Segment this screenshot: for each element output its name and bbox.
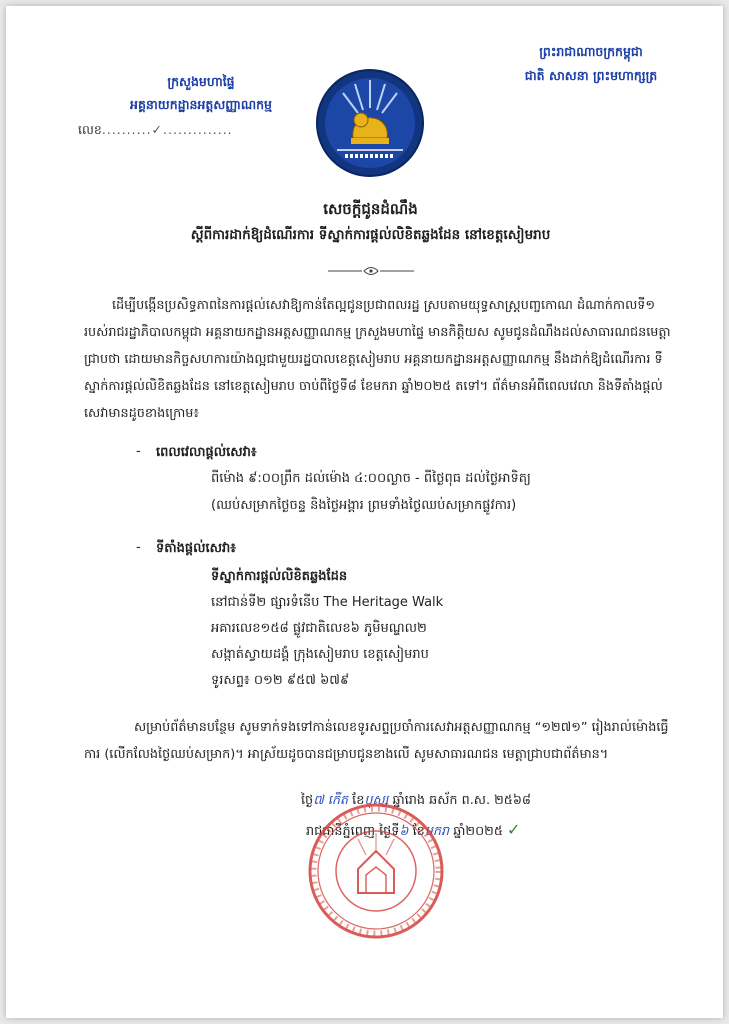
closing-paragraph: សម្រាប់ព័ត៌មានបន្ថែម សូមទាក់ទងទៅកាន់លេខទូរសព្ទប្រចាំការសេវាអត្តសញ្ញាណកម្ម “១២៧១” រៀងរាល់ម៉ោងធ្វើការ (លើកលែងថ្ងៃឈប់សម្រាក)។ អាស្រ័យដូចបានជម្រាបជូនខាងលើ សូមសាធារណជន មេត្តាជ្រាបជាព័ត៌មាន។ — [84, 720, 669, 762]
year: ឆ្នាំ២០២៥ — [453, 824, 503, 839]
lunar-month-prefix: ខែ — [352, 793, 365, 808]
lunar-month-handwritten: បុស្ស — [364, 793, 389, 808]
bullet-service-time: - — [136, 444, 141, 459]
kingdom-name: ព្រះរាជាណាចក្រកម្ពុជា — [539, 44, 643, 59]
lunar-prefix: ថ្ងៃ — [301, 793, 314, 808]
ministry-header — [101, 70, 301, 116]
service-time-closed-days: (ឈប់សម្រាកថ្ងៃចន្ទ និងថ្ងៃអង្គារ ព្រមទាំងថ្ងៃឈប់សម្រាកផ្លូវការ) — [211, 498, 517, 513]
month-prefix: ខែ — [412, 824, 425, 839]
bullet-service-location: - — [136, 540, 141, 555]
ministry-name: ក្រសួងមហាផ្ទៃ — [167, 74, 235, 89]
lunar-year: ឆ្នាំរោង ឆស័ក ព.ស. ២៥៦៨ — [392, 793, 531, 808]
lunar-day-handwritten: ៧ កើត — [313, 793, 349, 808]
location-floor: នៅជាន់ទី២ ផ្សារទំនើប The Heritage Walk — [211, 595, 444, 610]
day-handwritten: ៦ — [399, 824, 409, 839]
national-motto: ជាតិ សាសនា ព្រះមហាក្សត្រ — [524, 68, 658, 83]
location-phone: ទូរសព្ទ៖ ០១២ ៩៥៧ ៦៧៩ — [211, 673, 350, 688]
service-location-label: ទីតាំងផ្តល់សេវា៖ — [156, 541, 236, 556]
document-page — [6, 6, 723, 1018]
service-time-label: ពេលវេលាផ្តល់សេវា៖ — [156, 445, 257, 460]
ref-dots: ..........✓.............. — [101, 122, 233, 137]
location-building: អគារលេខ១៥៨ ផ្លូវជាតិលេខ៦ ភូមិមណ្ឌល២ — [211, 621, 427, 636]
tick-mark-icon: ✓ — [506, 820, 521, 839]
ref-label: លេខ — [78, 122, 102, 137]
city-date-prefix: រាជធានីភ្នំពេញ ថ្ងៃទី — [306, 824, 400, 839]
department-name: អគ្គនាយកដ្ឋានអត្តសញ្ញាណកម្ម — [130, 97, 272, 112]
body-paragraph: ដើម្បីបង្កើនប្រសិទ្ធភាពនៃការផ្តល់សេវាឱ្យកាន់តែល្អជូនប្រជាពលរដ្ឋ ស្របតាមយុទ្ធសាស្ត្របញ្ចកោណ ដំណាក់កាលទី១ របស់រាជរដ្ឋាភិបាលកម្ពុជា អគ្គនាយកដ្ឋានអត្តសញ្ញាណកម្ម ក្រសួងមហាផ្ទៃ មានកិត្តិយស សូមជូនដំណឹងដល់សាធារណជនមេត្តាជ្រាបថា ដោយមានកិច្ចសហការយ៉ាងល្អជាមួយរដ្ឋបាលខេត្តសៀមរាប អគ្គនាយកដ្ឋានអត្តសញ្ញាណកម្ម នឹងដាក់ឱ្យដំណើរការ ទីស្នាក់ការផ្តល់លិខិតឆ្លងដែន នៅខេត្តសៀមរាប ចាប់ពីថ្ងៃទី៨ ខែមករា ឆ្នាំ២០២៥ តទៅ។ ព័ត៌មានអំពីពេលវេលា និងទីតាំងផ្តល់សេវាមានដូចខាងក្រោម៖ — [84, 298, 671, 421]
reference-number-line — [78, 122, 233, 141]
location-district: សង្កាត់ស្វាយដង្គំ ក្រុងសៀមរាប ខេត្តសៀមរាប — [211, 647, 429, 662]
kingdom-header — [476, 40, 706, 88]
notice-subject: ស្តីពីការដាក់ឱ្យដំណើរការ ទីស្នាក់ការផ្តល់លិខិតឆ្លងដែន នៅខេត្តសៀមរាប — [190, 227, 551, 243]
month-handwritten: មករា — [424, 824, 450, 839]
location-office-name: ទីស្នាក់ការផ្តល់លិខិតឆ្លងដែន — [211, 569, 348, 584]
notice-title: សេចក្តីជូនដំណឹង — [323, 200, 418, 218]
service-time-hours: ពីម៉ោង ៩:០០ព្រឹក ដល់ម៉ោង ៤:០០ល្ងាច - ពីថ្ងៃពុធ ដល់ថ្ងៃអាទិត្យ — [211, 471, 531, 486]
official-seal-icon — [306, 801, 446, 941]
title-ornament-icon — [326, 264, 416, 278]
department-emblem-icon — [315, 68, 425, 178]
